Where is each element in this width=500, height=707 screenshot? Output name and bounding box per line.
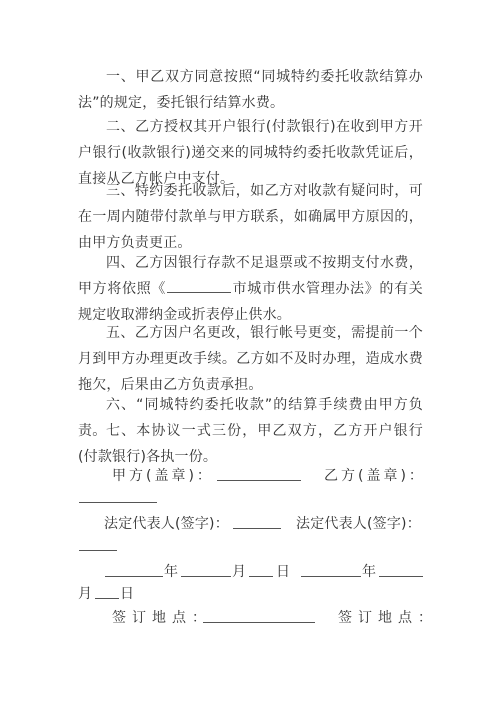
- clause-4: [78, 250, 423, 328]
- rep-a-label: 法定代表人(签字)：: [104, 516, 229, 532]
- date-a-month-blank: [181, 562, 231, 577]
- date-b-month: 月: [78, 586, 93, 602]
- date-b-month-blank: [379, 562, 423, 577]
- rep-b-label: 法定代表人(签字)：: [296, 516, 421, 532]
- date-b-day: 日: [120, 586, 135, 602]
- clause-1: 一、甲乙双方同意按照“同城特约委托收款结算办法”的规定，委托银行结算水费。: [78, 69, 423, 111]
- clause-2: 二、乙方授权其开户银行(付款银行)在收到甲方开户银行(收款银行)递交来的同城特约委托收款凭证后，直接从乙方帐户中支付。: [78, 119, 423, 187]
- date-a-month: 月: [232, 564, 247, 580]
- party-b-seal-blank: [79, 488, 157, 503]
- date-a-day-blank: [249, 562, 273, 577]
- party-a-seal-blank: [217, 466, 301, 481]
- place-b-label: 签订地点：: [338, 610, 438, 626]
- party-a-seal-label: 甲方(盖章)：: [112, 468, 214, 484]
- clause-6: 六、“同城特约委托收款”的结算手续费由甲方负责。: [78, 397, 423, 439]
- rep-b-blank: [79, 536, 117, 551]
- rep-a-blank: [233, 514, 281, 529]
- date-a-year-blank: [105, 562, 163, 577]
- place-a-label: 签订地点：: [112, 610, 212, 626]
- place-a-blank: [203, 608, 315, 623]
- clause-3: 三、特约委托收款后，如乙方对收款有疑问时，可在一周内随带付款单与甲方联系，如确属甲方原因的，由甲方负责更正。: [78, 183, 423, 251]
- party-b-seal-label: 乙方(盖章)：: [324, 468, 426, 484]
- date-b-year-blank: [301, 562, 361, 577]
- clause-5: 五、乙方因户名更改，银行帐号更变，需提前一个月到甲方办理更改手续。乙方如不及时办理，造成水费拖欠，后果由乙方负责承担。: [78, 325, 423, 393]
- clause-4-part-1: 四、乙方因银行存款不足退票或不按期支付水费，甲方将依照《: [78, 255, 423, 297]
- date-b-day-blank: [95, 584, 119, 599]
- date-a-year: 年: [164, 564, 179, 580]
- city-blank: [167, 278, 231, 293]
- date-a-day: 日: [276, 564, 291, 580]
- clause-7: 七、本协议一式三份，甲乙双方，乙方开户银行(付款银行)各执一份。: [78, 423, 423, 465]
- clause-4-part-2: 市城市供水管理办法》的有关规定收取滞纳金或折表停止供水。: [78, 281, 423, 323]
- date-b-year: 年: [362, 564, 377, 580]
